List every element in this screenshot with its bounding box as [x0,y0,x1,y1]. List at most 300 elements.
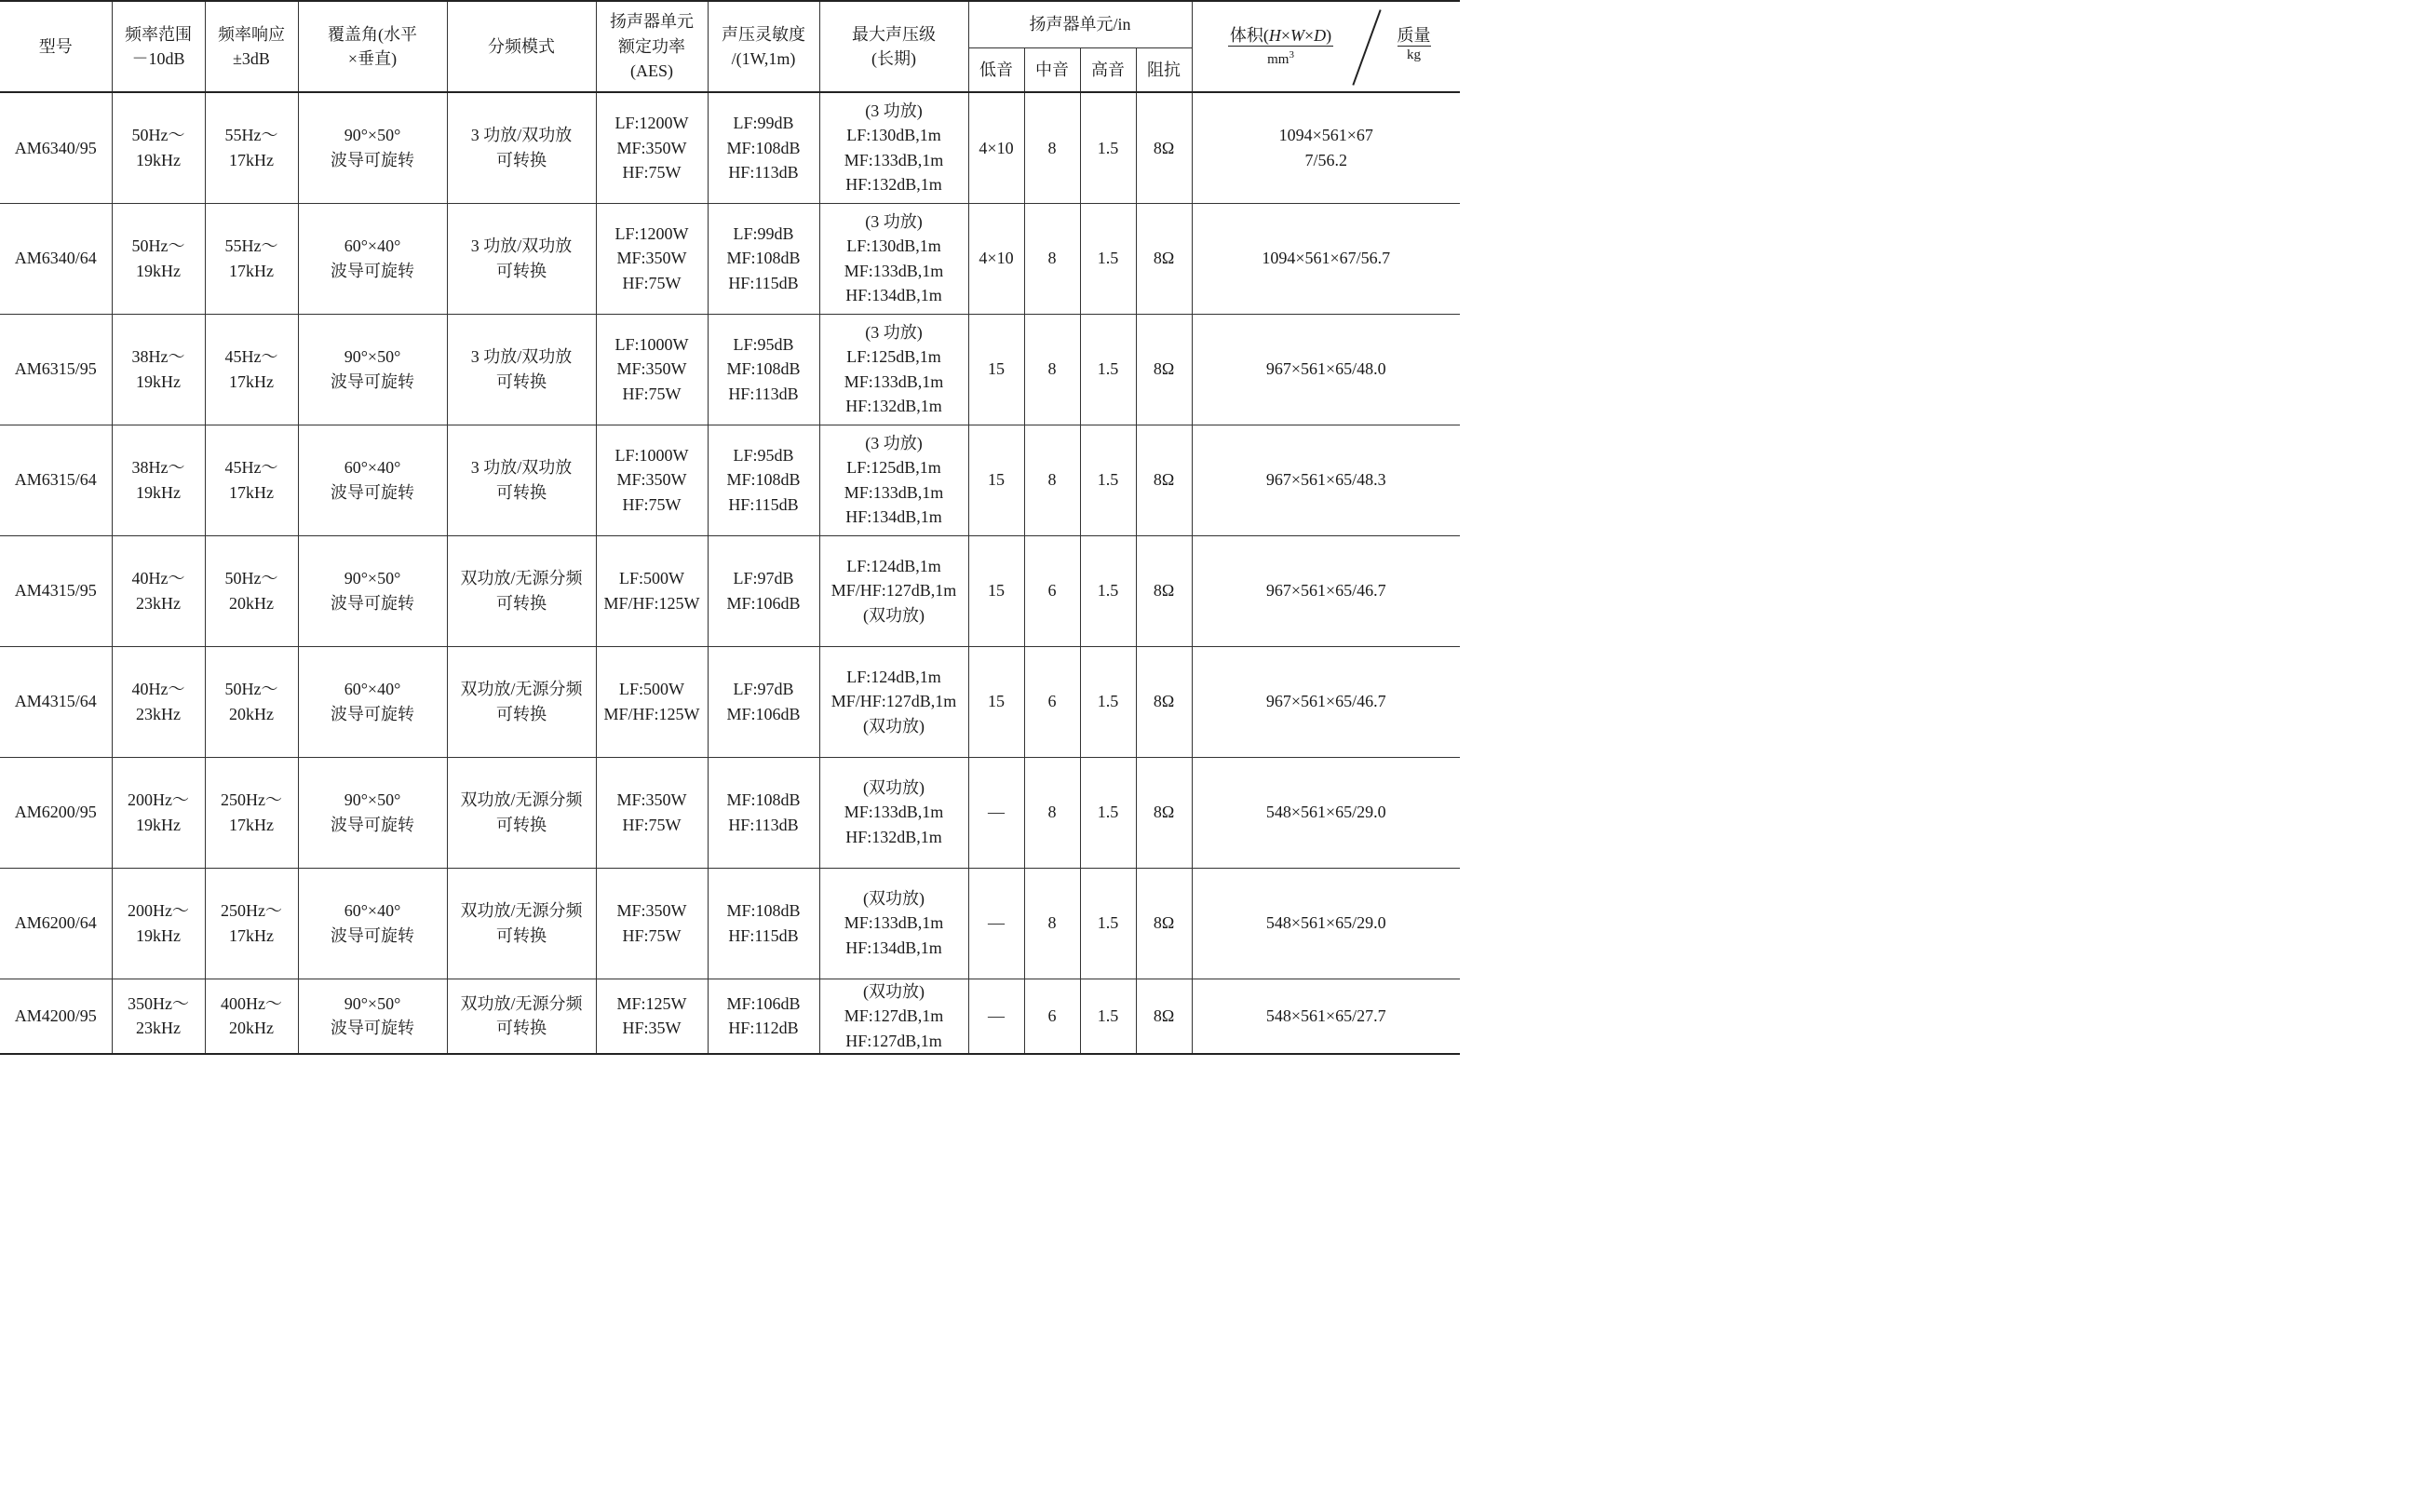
mass-unit: kg [1407,47,1422,62]
cell-driver-mid: 6 [1024,646,1080,757]
cell-sensitivity [708,868,819,979]
cell-coverage-line: 60°×40° [344,901,401,920]
cell-rated-power-line: HF:75W [622,163,682,182]
cell-crossover-line: 可转换 [496,150,547,169]
cell-driver-low: — [968,868,1024,979]
header-crossover [447,1,596,92]
cell-sensitivity-line: LF:97dB [733,569,794,587]
cell-freq-response-line: 55Hz～ [224,236,278,255]
cell-driver-high: 1.5 [1080,314,1136,425]
cell-crossover [447,868,596,979]
cell-model: AM4315/64 [0,646,112,757]
header-driver-group [968,1,1192,47]
cell-coverage [298,646,447,757]
cell-rated-power [596,425,708,535]
cell-rated-power-line: HF:75W [622,925,682,945]
cell-freq-range [112,92,205,203]
cell-volume-mass-line: 7/56.2 [1304,150,1348,169]
cell-sensitivity-line: HF:115dB [728,273,799,292]
cell-freq-response [205,757,298,868]
cell-freq-response-line: 50Hz～ [224,569,278,587]
cell-rated-power-line: HF:75W [622,815,682,834]
cell-max-spl [819,92,968,203]
volume-unit [1193,47,1370,68]
cell-driver-low: 15 [968,314,1024,425]
table-body [0,92,1460,1054]
cell-volume-mass [1192,314,1460,425]
cell-impedance: 8Ω [1136,868,1192,979]
volume-close: ) [1326,26,1332,45]
table-row [0,314,1460,425]
cell-driver-mid: 8 [1024,314,1080,425]
header-coverage-line: 覆盖角(水平 [328,24,417,44]
cell-sensitivity-line: LF:97dB [733,680,794,698]
cell-freq-response [205,979,298,1054]
cell-freq-response-line: 20kHz [229,593,274,613]
cell-sensitivity-line: MF:106dB [726,593,801,613]
header-sensitivity-line: 声压灵敏度 [722,24,805,44]
cell-max-spl-line: MF:133dB,1m [844,482,944,502]
cell-crossover [447,646,596,757]
cell-coverage-line: 60°×40° [344,680,401,698]
cell-sensitivity-line: HF:113dB [728,384,799,403]
cell-sensitivity-line: LF:99dB [733,114,794,132]
cell-driver-mid: 8 [1024,868,1080,979]
cell-max-spl-line: LF:124dB,1m [846,667,941,686]
cell-coverage-line: 波导可旋转 [331,261,414,280]
cell-rated-power-line: MF:350W [616,901,687,920]
cell-rated-power-line: HF:75W [622,384,682,403]
header-impedance: 阻抗 [1136,47,1192,92]
cell-rated-power [596,535,708,646]
cell-freq-range-line: 200Hz～ [128,901,189,920]
cell-volume-mass-line: 548×561×65/29.0 [1265,803,1386,822]
table-row [0,92,1460,203]
cell-rated-power [596,979,708,1054]
cell-freq-range [112,646,205,757]
cell-impedance: 8Ω [1136,646,1192,757]
cell-freq-range [112,314,205,425]
cell-crossover-line: 双功放/无源分频 [460,790,583,809]
cell-model: AM4315/95 [0,535,112,646]
cell-max-spl [819,203,968,314]
cell-freq-response-line: 20kHz [229,704,274,723]
cell-crossover [447,979,596,1054]
volume-w: W [1290,26,1305,45]
cell-freq-range [112,757,205,868]
cell-max-spl-line: MF:133dB,1m [844,371,944,391]
cell-crossover-line: 可转换 [496,482,547,502]
cell-volume-mass-line: 967×561×65/48.3 [1265,470,1386,490]
cell-coverage-line: 90°×50° [344,993,401,1013]
cell-freq-response [205,646,298,757]
cell-rated-power [596,203,708,314]
cell-rated-power [596,92,708,203]
cell-freq-range-line: 23kHz [136,593,181,613]
cell-crossover-line: 双功放/无源分频 [460,901,583,920]
cell-driver-low: 4×10 [968,92,1024,203]
cell-impedance: 8Ω [1136,203,1192,314]
cell-rated-power-line: MF:125W [616,993,687,1013]
cell-rated-power-line: LF:1200W [614,114,689,132]
cell-impedance: 8Ω [1136,757,1192,868]
header-rated-power-line: 额定功率 [618,36,685,56]
cell-crossover-line: 可转换 [496,261,547,280]
cell-max-spl-line: (双功放) [863,777,925,797]
cell-rated-power-line: MF/HF:125W [603,593,700,613]
cell-crossover-line: 双功放/无源分频 [460,680,583,698]
volume-times: × [1304,26,1315,45]
volume-label [1193,25,1370,68]
cell-coverage [298,92,447,203]
header-coverage-line: ×垂直) [347,49,398,68]
cell-driver-high: 1.5 [1080,535,1136,646]
cell-crossover [447,757,596,868]
cell-crossover-line: 双功放/无源分频 [460,569,583,587]
cell-crossover-line: 可转换 [496,1019,547,1038]
cell-rated-power-line: MF/HF:125W [603,704,700,723]
cell-volume-mass-line: 1094×561×67/56.7 [1262,249,1391,268]
cell-impedance: 8Ω [1136,535,1192,646]
cell-freq-range-line: 19kHz [136,371,181,391]
header-sensitivity-line: /(1W,1m) [731,49,796,68]
cell-freq-range-line: 19kHz [136,261,181,280]
cell-coverage-line: 90°×50° [344,569,401,587]
cell-freq-range-line: 40Hz～ [131,569,185,587]
cell-freq-range-line: 19kHz [136,150,181,169]
cell-driver-low: — [968,979,1024,1054]
cell-impedance: 8Ω [1136,314,1192,425]
cell-crossover [447,535,596,646]
cell-model: AM6340/64 [0,203,112,314]
cell-crossover-line: 可转换 [496,815,547,834]
cell-max-spl-line: HF:132dB,1m [845,175,942,195]
header-freq-range-line: 频率范围 [125,24,192,44]
cell-max-spl-line: MF:133dB,1m [844,261,944,280]
cell-rated-power-line: LF:500W [619,569,684,587]
cell-freq-response [205,314,298,425]
cell-rated-power-line: MF:350W [616,359,687,379]
cell-sensitivity [708,757,819,868]
cell-max-spl [819,868,968,979]
cell-volume-mass-line: 967×561×65/46.7 [1265,692,1386,711]
cell-max-spl-line: (3 功放) [865,322,923,342]
cell-crossover [447,203,596,314]
cell-rated-power [596,646,708,757]
cell-driver-low: 4×10 [968,203,1024,314]
volume-d: D [1314,26,1327,45]
cell-freq-range [112,868,205,979]
cell-max-spl-line: MF/HF:127dB,1m [830,692,957,711]
cell-freq-response-line: 50Hz～ [224,680,278,698]
header-rated-power-line: 扬声器单元 [610,12,694,32]
cell-max-spl-line: (3 功放) [865,211,923,231]
cell-crossover-line: 3 功放/双功放 [470,458,573,477]
cell-coverage-line: 波导可旋转 [331,1019,414,1038]
cell-crossover-line: 3 功放/双功放 [470,347,573,366]
cell-driver-high: 1.5 [1080,646,1136,757]
header-rated-power-line: (AES) [630,61,673,81]
header-model [0,1,112,92]
header-freq-range-line: －10dB [131,49,185,68]
cell-volume-mass-line: 548×561×65/29.0 [1265,913,1386,933]
cell-freq-response-line: 17kHz [229,925,274,945]
cell-max-spl [819,535,968,646]
volume-expression [1228,25,1333,47]
cell-freq-range [112,979,205,1054]
cell-sensitivity-line: MF:106dB [726,704,801,723]
table-header [0,1,1460,92]
cell-sensitivity [708,203,819,314]
cell-impedance: 8Ω [1136,425,1192,535]
cell-freq-response [205,92,298,203]
cell-rated-power-line: LF:500W [619,680,684,698]
cell-freq-response-line: 17kHz [229,261,274,280]
cell-volume-mass-line: 967×561×65/46.7 [1265,581,1386,601]
cell-model: AM6315/95 [0,314,112,425]
cell-max-spl-line: (3 功放) [865,101,923,120]
header-model-text: 型号 [38,36,73,56]
cell-driver-mid: 8 [1024,203,1080,314]
header-rated-power [596,1,708,92]
cell-driver-low: 15 [968,425,1024,535]
cell-rated-power-line: HF:75W [622,273,682,292]
cell-volume-mass [1192,203,1460,314]
cell-coverage [298,979,447,1054]
cell-freq-response [205,868,298,979]
cell-crossover [447,425,596,535]
cell-crossover [447,314,596,425]
cell-freq-range-line: 50Hz～ [131,126,185,145]
cell-max-spl-line: MF:133dB,1m [844,150,944,169]
cell-freq-response [205,203,298,314]
cell-coverage-line: 60°×40° [344,458,401,477]
cell-driver-low: 15 [968,535,1024,646]
cell-coverage-line: 90°×50° [344,790,401,809]
cell-freq-response-line: 17kHz [229,815,274,834]
header-max-spl-line: (长期) [871,49,916,68]
cell-driver-mid: 8 [1024,757,1080,868]
cell-crossover-line: 可转换 [496,704,547,723]
volume-unit-base: mm [1267,52,1290,67]
cell-crossover-line: 3 功放/双功放 [470,126,573,145]
cell-driver-high: 1.5 [1080,425,1136,535]
cell-max-spl-line: HF:134dB,1m [845,507,942,526]
cell-max-spl-line: LF:125dB,1m [846,347,941,366]
cell-rated-power [596,314,708,425]
cell-freq-range-line: 23kHz [136,704,181,723]
cell-freq-response [205,425,298,535]
cell-rated-power-line: HF:75W [622,494,682,514]
cell-model: AM6200/95 [0,757,112,868]
cell-rated-power [596,868,708,979]
volume-times: × [1280,26,1291,45]
cell-max-spl-line: MF/HF:127dB,1m [830,581,957,601]
header-freq-response [205,1,298,92]
cell-freq-range-line: 200Hz～ [128,790,189,809]
mass-label [1377,25,1452,63]
cell-freq-response-line: 250Hz～ [221,901,282,920]
cell-max-spl-line: LF:130dB,1m [846,236,941,255]
cell-freq-range [112,535,205,646]
cell-freq-response-line: 45Hz～ [224,458,278,477]
cell-coverage-line: 波导可旋转 [331,925,414,945]
cell-freq-range-line: 19kHz [136,925,181,945]
volume-mass-fraction [1193,2,1461,91]
cell-sensitivity-line: MF:106dB [726,993,801,1013]
cell-freq-range-line: 19kHz [136,815,181,834]
cell-sensitivity-line: MF:108dB [726,901,801,920]
cell-freq-range-line: 40Hz～ [131,680,185,698]
header-freq-range [112,1,205,92]
header-driver-mid: 中音 [1024,47,1080,92]
cell-model: AM6340/95 [0,92,112,203]
cell-max-spl [819,314,968,425]
cell-freq-range-line: 50Hz～ [131,236,185,255]
cell-driver-high: 1.5 [1080,757,1136,868]
cell-sensitivity-line: LF:99dB [733,223,794,243]
cell-rated-power-line: HF:35W [622,1019,682,1038]
cell-sensitivity [708,425,819,535]
cell-coverage [298,535,447,646]
cell-freq-response-line: 17kHz [229,150,274,169]
cell-driver-low: — [968,757,1024,868]
cell-driver-high: 1.5 [1080,203,1136,314]
cell-rated-power [596,757,708,868]
cell-freq-range [112,203,205,314]
cell-freq-range-line: 19kHz [136,482,181,502]
cell-rated-power-line: MF:350W [616,138,687,157]
cell-max-spl-line: HF:134dB,1m [845,286,942,304]
cell-freq-response [205,535,298,646]
table-row [0,868,1460,979]
cell-volume-mass-line: 1094×561×67 [1278,126,1373,145]
cell-freq-range [112,425,205,535]
cell-crossover-line: 可转换 [496,593,547,613]
volume-h: H [1268,26,1281,45]
cell-rated-power-line: LF:1000W [614,445,689,465]
cell-coverage-line: 波导可旋转 [331,704,414,723]
header-volume-mass [1192,1,1460,92]
cell-sensitivity-line: HF:113dB [728,163,799,182]
cell-driver-mid: 8 [1024,425,1080,535]
table-row [0,203,1460,314]
cell-impedance: 8Ω [1136,979,1192,1054]
cell-driver-mid: 6 [1024,979,1080,1054]
cell-max-spl-line: LF:124dB,1m [846,556,941,575]
cell-max-spl [819,425,968,535]
cell-sensitivity-line: HF:112dB [728,1019,799,1038]
header-driver-group-text: 扬声器单元/in [1029,15,1131,34]
header-driver-high: 高音 [1080,47,1136,92]
cell-driver-mid: 6 [1024,535,1080,646]
header-driver-low: 低音 [968,47,1024,92]
cell-max-spl [819,979,968,1054]
cell-freq-response-line: 250Hz～ [221,790,282,809]
cell-model: AM6315/64 [0,425,112,535]
cell-model: AM6200/64 [0,868,112,979]
cell-sensitivity [708,535,819,646]
mass-text: 质量 [1397,26,1431,45]
cell-impedance: 8Ω [1136,92,1192,203]
cell-coverage-line: 波导可旋转 [331,150,414,169]
cell-coverage [298,314,447,425]
cell-coverage-line: 90°×50° [344,126,401,145]
cell-crossover-line: 可转换 [496,371,547,391]
cell-coverage [298,757,447,868]
cell-coverage-line: 波导可旋转 [331,371,414,391]
cell-max-spl-line: LF:130dB,1m [846,126,941,145]
cell-sensitivity-line: HF:113dB [728,815,799,834]
cell-coverage-line: 90°×50° [344,347,401,366]
cell-volume-mass [1192,535,1460,646]
cell-max-spl-line: MF:133dB,1m [844,803,944,822]
cell-max-spl-line: HF:132dB,1m [845,827,942,846]
cell-coverage [298,203,447,314]
cell-max-spl [819,646,968,757]
header-max-spl-line: 最大声压级 [852,24,936,44]
cell-volume-mass [1192,868,1460,979]
table-row [0,979,1460,1054]
cell-max-spl-line: LF:125dB,1m [846,458,941,477]
cell-rated-power-line: MF:350W [616,790,687,809]
header-crossover-text: 分频模式 [488,36,555,56]
cell-max-spl-line: HF:134dB,1m [845,938,942,957]
cell-freq-range-line: 23kHz [136,1019,181,1038]
cell-sensitivity [708,314,819,425]
cell-sensitivity-line: MF:108dB [726,359,801,379]
cell-coverage-line: 波导可旋转 [331,593,414,613]
cell-sensitivity [708,979,819,1054]
volume-open: 体积( [1229,26,1269,45]
cell-freq-response-line: 400Hz～ [221,993,282,1013]
cell-coverage-line: 波导可旋转 [331,815,414,834]
cell-sensitivity-line: HF:115dB [728,494,799,514]
cell-max-spl-line: MF:127dB,1m [844,1006,944,1025]
cell-freq-response-line: 45Hz～ [224,347,278,366]
cell-sensitivity-line: HF:115dB [728,925,799,945]
spec-table-page [0,0,1460,1050]
cell-coverage [298,425,447,535]
cell-max-spl [819,757,968,868]
cell-model: AM4200/95 [0,979,112,1054]
cell-max-spl-line: MF:133dB,1m [844,913,944,933]
cell-max-spl-line: HF:132dB,1m [845,397,942,415]
cell-volume-mass [1192,757,1460,868]
cell-coverage-line: 60°×40° [344,236,401,255]
volume-unit-exp: 3 [1289,49,1294,61]
cell-crossover-line: 3 功放/双功放 [470,236,573,255]
cell-freq-response-line: 20kHz [229,1019,274,1038]
cell-driver-low: 15 [968,646,1024,757]
header-sensitivity [708,1,819,92]
cell-driver-mid: 8 [1024,92,1080,203]
cell-rated-power-line: LF:1000W [614,334,689,354]
cell-sensitivity-line: MF:108dB [726,470,801,490]
cell-sensitivity-line: LF:95dB [733,334,794,354]
header-freq-response-line: ±3dB [233,49,270,68]
cell-freq-range-line: 38Hz～ [131,458,185,477]
cell-max-spl-line: (双功放) [863,888,925,908]
header-freq-response-line: 频率响应 [218,24,285,44]
cell-sensitivity-line: MF:108dB [726,138,801,157]
cell-driver-high: 1.5 [1080,868,1136,979]
header-coverage [298,1,447,92]
speaker-spec-table [0,0,1460,1055]
cell-rated-power-line: MF:350W [616,249,687,268]
cell-sensitivity [708,646,819,757]
cell-volume-mass [1192,979,1460,1054]
